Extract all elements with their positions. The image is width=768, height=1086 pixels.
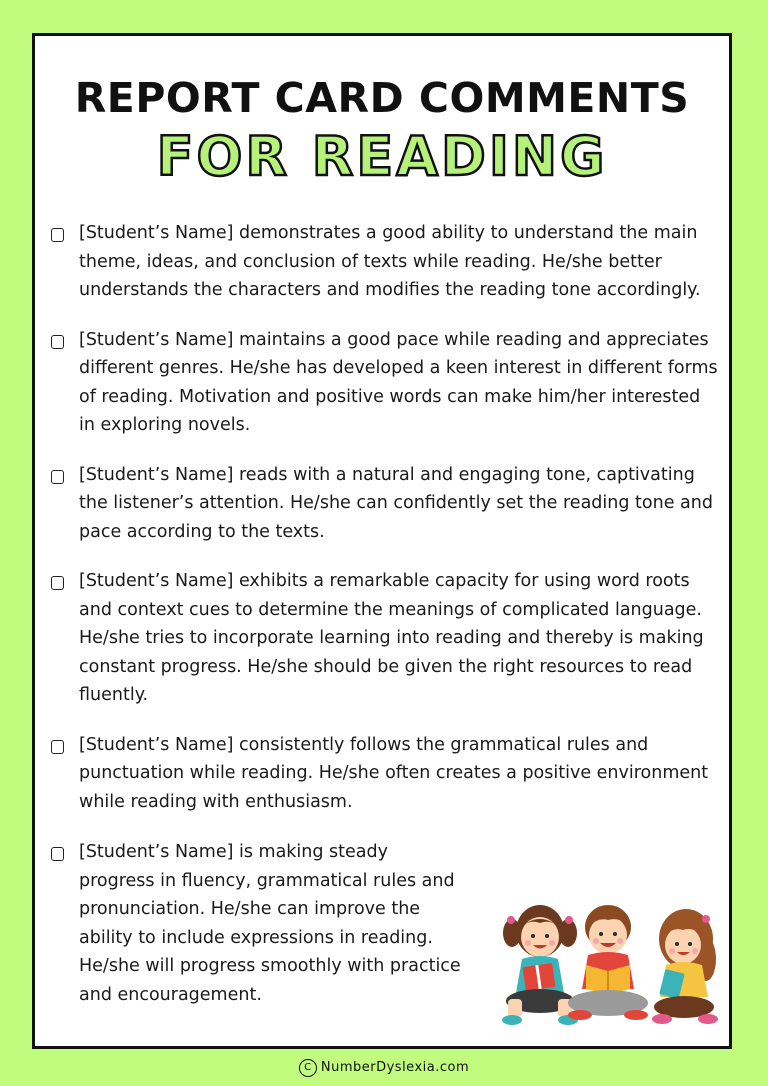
comment-item [49,219,719,305]
comment-checkbox[interactable] [51,470,64,484]
comment-checkbox[interactable] [51,335,64,349]
comment-text: [Student’s Name] exhibits a remarkable capacity for using word roots and context cues to determine the meanings of complicated language. He/she tries to incorporate learning into reading and thereby is making constant progress. He/she should be given the right resources to read fluently. [79,571,704,705]
comment-checkbox[interactable] [51,576,64,590]
comment-text: [Student’s Name] maintains a good pace while reading and appreciates different genres. He/she has developed a keen interest in different forms of reading. Motivation and positive words can make him/her interested in exploring novels. [79,329,718,435]
girl-right-figure [652,909,718,1024]
comment-item [49,326,719,440]
girl-left-figure [502,905,578,1025]
comment-item [49,731,719,817]
comment-item [49,461,719,547]
copyright-icon: C [299,1059,317,1077]
comment-text: [Student’s Name] consistently follows the grammatical rules and punctuation while reading. He/she often creates a positive environment while reading with enthusiasm. [79,734,709,812]
comment-item [49,567,719,710]
report-card-sheet [32,33,732,1049]
page-title: REPORT CARD COMMENTS [74,74,690,122]
comment-checkbox[interactable] [51,228,64,242]
comment-text: [Student’s Name] is making steady progress in fluency, grammatical rules and pronunciation. He/she can improve the ability to include expressions in reading. He/she will progress smoothly with practice and encouragement. [79,842,461,1005]
comment-text: [Student’s Name] reads with a natural and engaging tone, captivating the listener’s attention. He/she can confidently set the reading tone and pace according to the texts. [79,464,713,542]
boy-center-figure [568,905,648,1020]
page-subtitle: FOR READING [156,125,608,188]
footer-link[interactable]: NumberDyslexia.com [320,1060,470,1075]
comment-text: [Student’s Name] demonstrates a good ability to understand the main theme, ideas, and conclusion of texts while reading. He/she better understands the characters and modifies the reading tone accordingly. [79,223,701,300]
comment-checkbox[interactable] [51,740,64,754]
footer [0,1058,768,1079]
comment-checkbox[interactable] [51,847,64,861]
children-reading-illustration [490,889,725,1029]
